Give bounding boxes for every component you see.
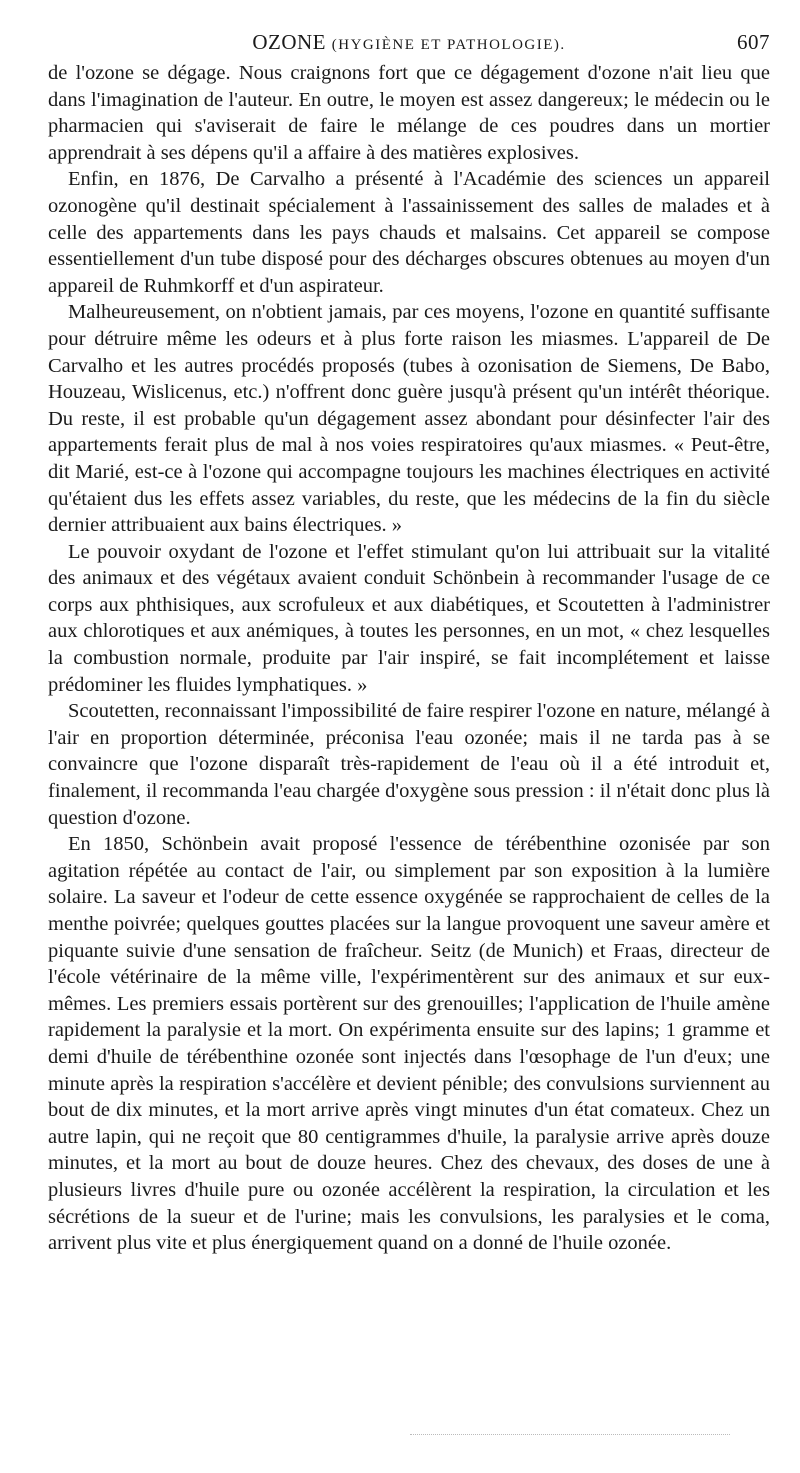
running-title-sub: (HYGIÈNE ET PATHOLOGIE). [331, 37, 566, 53]
footer-rule [410, 1434, 730, 1435]
running-title-main: OZONE [252, 30, 326, 54]
running-title [48, 30, 770, 55]
paragraph: Le pouvoir oxydant de l'ozone et l'effet stimulant qu'on lui attribuait sur la vitalité des animaux et des végétaux avaient conduit Schönbein à recommander l'usage de ce corps aux phthisiques, aux scrofuleux et aux diabétiques, et Scoutetten à l'administrer aux chlorotiques et aux anémiques, à toutes les personnes, en un mot, « chez lesquelles la combustion normale, produite par l'air inspiré, se fait incomplétement et laisse prédominer les fluides lymphatiques. » [48, 540, 770, 696]
running-head [48, 30, 770, 60]
body-text [48, 60, 770, 1257]
page-number: 607 [737, 30, 770, 54]
paragraph: Scoutetten, reconnaissant l'impossibilité de faire respirer l'ozone en nature, mélangé à l'air en proportion déterminée, préconisa l'eau ozonée; mais il ne tarda pas à se convaincre que l'ozone disparaît très-rapidement de l'eau où il a été introduit et, finalement, il recommanda l'eau chargée d'oxygène sous pression : il n'était donc plus là question d'ozone. [48, 700, 770, 829]
paragraph: En 1850, Schönbein avait proposé l'essence de térébenthine ozonisée par son agitation répétée au contact de l'air, ou simplement par son exposition à la lumière solaire. La saveur et l'odeur de cette essence oxygénée se rapprochaient de celles de la menthe poivrée; quelques gouttes placées sur la langue provoquent une saveur amère et piquante suivie d'une sensation de fraîcheur. Seitz (de Munich) et Fraas, directeur de l'école vétérinaire de la même ville, l'expérimentèrent sur des animaux et sur eux-mêmes. Les premiers essais portèrent sur des grenouilles; l'application de l'huile amène rapidement la paralysie et la mort. On expérimenta ensuite sur des lapins; 1 gramme et demi d'huile de térébenthine ozonée sont injectés dans l'œsophage de l'un d'eux; une minute après la respiration s'accélère et devient pénible; des convulsions surviennent au bout de dix minutes, et la mort arrive après vingt minutes d'un état comateux. Chez un autre lapin, qui ne reçoit que 80 centigrammes d'huile, la paralysie arrive après douze minutes, et la mort au bout de douze heures. Chez des chevaux, des doses de une à plusieurs livres d'huile pure ou ozonée accélèrent la respiration, la circulation et les sécrétions de la sueur et de l'urine; mais les convulsions, les paralysies et le coma, arrivent plus vite et plus énergiquement quand on a donné de l'huile ozonée. [48, 833, 770, 1255]
paragraph: Enfin, en 1876, De Carvalho a présenté à l'Académie des sciences un appareil ozonogène qu'il destinait spécialement à l'assainissement des salles de malades et à celle des appartements dans les pays chauds et malsains. Cet appareil se compose essentiellement d'un tube disposé pour des décharges obscures obtenues au moyen d'un appareil de Ruhmkorff et d'un aspirateur. [48, 168, 770, 297]
paragraph-continuation: de l'ozone se dégage. Nous craignons fort que ce dégagement d'ozone n'ait lieu que dans l'imagination de l'auteur. En outre, le moyen est assez dangereux; le médecin ou le pharmacien qui s'aviserait de faire le mélange de ces poudres dans un mortier apprendrait à ses dépens qu'il a affaire à des matières explosives. [48, 62, 770, 164]
paragraph: Malheureusement, on n'obtient jamais, par ces moyens, l'ozone en quantité suffisante pour détruire même les odeurs et à plus forte raison les miasmes. L'appareil de De Carvalho et les autres procédés proposés (tubes à ozonisation de Siemens, De Babo, Houzeau, Wislicenus, etc.) n'offrent donc guère jusqu'à présent qu'un intérêt théorique. Du reste, il est probable qu'un dégagement assez abondant pour désinfecter l'air des appartements ferait plus de mal à nos voies respiratoires qu'aux miasmes. « Peut-être, dit Marié, est-ce à l'ozone qui accompagne toujours les machines électriques en activité qu'étaient dus les effets assez variables, du reste, que les médecins de la fin du siècle dernier attribuaient aux bains électriques. » [48, 301, 770, 537]
